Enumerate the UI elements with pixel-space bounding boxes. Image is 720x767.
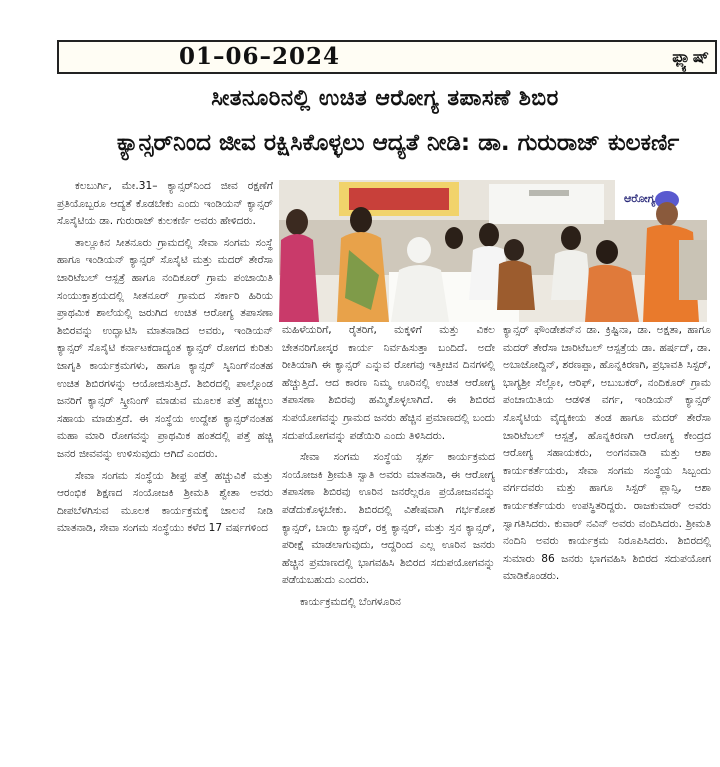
article-column-1 [57,178,273,766]
newspaper-name: ಫ್ಲ್ಯಾಷ್‌ [672,47,709,66]
publication-date: 01–06–2024 [179,43,341,70]
headline-secondary: ಕ್ಯಾನ್ಸರ್‌ನಿಂದ ಜೀವ ರಕ್ಷಿಸಿಕೊಳ್ಳಲು ಆದ್ಯತೆ ನೀಡಿ: ಡಾ. ಗುರುರಾಜ್ ಕುಲಕರ್ಣಿ [116,130,680,156]
article-paragraph: ಕ್ಯಾನ್ಸರ್ ಫೌಂಡೇಶನ್‌ನ ಡಾ. ಕ್ರಿಷ್ಟಿನಾ, ಡಾ. ಅಕ್ಷತಾ, ಹಾಗೂ ಮದರ್ ತೇರೆಸಾ ಚಾರಿಟೆಬಲ್ ಆಸ್ಪತ್ರೆಯ ಡಾ. ಹರ್ಷದ್, ಡಾ. ಅಬಾಜೋದ್ದಿನ್, ಶರಣಪ್ಪಾ, ಹೊನ್ನಕಿರಣಗಿ, ಪ್ರಭಾವತಿ ಸಿಸ್ಟರ್, ಭಾಗ್ಯಶ್ರೀ ಸೆಲ್ಲೋ, ಆರಿಫ್, ಅಬುಬಕರ್, ನಂದಿಕೂರ್ ಗ್ರಾಮ ಪಂಚಾಯಿತಿಯ ಆಡಳಿತ ವರ್ಗ, ಇಂಡಿಯನ್ ಕ್ಯಾನ್ಸರ್ ಸೊಸೈಟಿಯ ವೈದ್ಯಕೀಯ ತಂಡ ಹಾಗೂ ಮದರ್ ತೇರೆಸಾ ಚಾರಿಟೆಬಲ್ ಆಸ್ಪತ್ರೆ, ಹೊನ್ನಕಿರಣಗಿ ಆರೋಗ್ಯ ಕೇಂದ್ರದ ಆರೋಗ್ಯ ಸಹಾಯಕರು, ಅಂಗನವಾಡಿ ಮತ್ತು ಆಶಾ ಕಾರ್ಯಕರ್ತೆಯರು, ಸೇವಾ ಸಂಗಮ ಸಂಸ್ಥೆಯ ಸಿಬ್ಬಂದು ವರ್ಗದವರು ಮತ್ತು ಹಾಗೂ ಸಿಸ್ಟರ್ ಪ್ಲಾನ್ಸಿ, ಆಶಾ ಕಾರ್ಯಕರ್ತೆಯರು ಉಪಸ್ಥಿತರಿದ್ದರು. ರಾಜಕುಮಾರ್ ಅವರು ಸ್ವಾಗತಿಸಿದರು. ಕುವಾರ್ ನವಿನ್ ಅವರು ವಂದಿಸಿದರು. ಶ್ರೀಮತಿ ನಂದಿನಿ ಅವರು ಕಾರ್ಯಕ್ರಮ ನಿರೂಪಿಸಿದರು. ಶಿಬಿರದಲ್ಲಿ ಸುಮಾರು 86 ಜನರು ಭಾಗವಹಿಸಿ ಶಿಬಿರದ ಸದುಪಯೋಗ ಮಾಡಿಕೊಂಡರು. [503,324,711,583]
article-column-2 [282,322,495,766]
article-paragraph: ಕಾರ್ಯಕ್ರಮದಲ್ಲಿ ಬೆಂಗಳೂರಿನ [300,595,401,608]
dateline-bar [57,40,717,74]
article-column-3 [503,322,711,766]
photo-banner-text: ಆರೋಗ್ಯ [624,192,656,205]
headline-primary: ಸೀತನೂರಿನಲ್ಲಿ ಉಚಿತ ಆರೋಗ್ಯ ತಪಾಸಣೆ ಶಿಬಿರ [211,86,559,111]
event-photo [279,180,707,322]
article-paragraph: ತಾಲ್ಲೂಕಿನ ಸೀತನೂರು ಗ್ರಾಮದಲ್ಲಿ ಸೇವಾ ಸಂಗಮ ಸಂಸ್ಥೆ ಹಾಗೂ ಇಂಡಿಯನ್ ಕ್ಯಾನ್ಸರ್ ಸೊಸೈಟಿ ಮತ್ತು ಮದರ್ ತೇರೆಸಾ ಚಾರಿಟೆಬಲ್ ಆಸ್ಪತ್ರೆ ಹಾಗೂ ನಂದಿಕೂರ್ ಗ್ರಾಮ ಪಂಚಾಯಿತಿ ಸಂಯುಕ್ತಾಶ್ರಯದಲ್ಲಿ ಸೀತನೂರ್ ಗ್ರಾಮದ ಸರ್ಕಾರಿ ಹಿರಿಯ ಪ್ರಾಥಮಿಕ ಶಾಲೆಯಲ್ಲಿ ಜರುಗಿದ ಉಚಿತ ಆರೋಗ್ಯ ತಪಾಸಣಾ ಶಿಬಿರವನ್ನು ಉದ್ಘಾಟಿಸಿ ಮಾತನಾಡಿದ ಅವರು, ಇಂಡಿಯನ್ ಕ್ಯಾನ್ಸರ್ ಸೊಸೈಟಿ ಕರ್ನಾಟಕದಾದ್ಯಂತ ಕ್ಯಾನ್ಸರ್ ರೋಗದ ಕುರಿತು ಜಾಗೃತಿ ಕಾರ್ಯಕ್ರಮಗಳು, ಹಾಗೂ ಕ್ಯಾನ್ಸರ್ ಸ್ಕಿನಿಂಗ್‌ನಂತಹ ಉಚಿತ ಶಿಬಿರಗಳನ್ನು ಆಯೋಜಿಸುತ್ತಿದೆ. ಶಿಬಿರದಲ್ಲಿ ಪಾಲ್ಗೊಂಡ ಜನರಿಗೆ ಕ್ಯಾನ್ಸರ್ ಸ್ಕ್ರೀನಿಂಗ್ ಮಾಡುವ ಮೂಲಕ ಪತ್ತೆ ಹಚ್ಚಲು ಸಹಾಯ ಮಾಡುತ್ತದೆ. ಈ ಸಂಸ್ಥೆಯ ಉದ್ದೇಶ ಕ್ಯಾನ್ಸರ್‌ನಂತಹ ಮಹಾ ಮಾರಿ ರೋಗವನ್ನು ಪ್ರಾಥಮಿಕ ಹಂತದಲ್ಲಿ ಪತ್ತೆ ಹಚ್ಚಿ ಜನರ ಜೀವವನ್ನು ಉಳಿಸುವುದು ಆಗಿದೆ ಎಂದರು. [57,236,273,460]
article-paragraph: ಸೇವಾ ಸಂಗಮ ಸಂಸ್ಥೆಯ ಸ್ಪರ್ಶ ಕಾರ್ಯಕ್ರಮದ ಸಂಯೋಜಕಿ ಶ್ರೀಮತಿ ಸ್ವಾತಿ ಅವರು ಮಾತನಾಡಿ, ಈ ಆರೋಗ್ಯ ತಪಾಸಣಾ ಶಿಬಿರವು ಊರಿನ ಜನರೆಲ್ಲರೂ ಪ್ರಯೋಜನವನ್ನು ಪಡೆದುಕೊಳ್ಳಬೇಕು. ಶಿಬಿರದಲ್ಲಿ ವಿಶೇಷವಾಗಿ ಗರ್ಭಕೋಶ ಕ್ಯಾನ್ಸರ್, ಬಾಯಿ ಕ್ಯಾನ್ಸರ್, ರಕ್ತ ಕ್ಯಾನ್ಸರ್, ಮತ್ತು ಸ್ತನ ಕ್ಯಾನ್ಸರ್, ಪರೀಕ್ಷೆ ಮಾಡಲಾಗುವುದು, ಆದ್ದರಿಂದ ಎಲ್ಲ ಊರಿನ ಜನರು ಹೆಚ್ಚಿನ ಪ್ರಮಾಣದಲ್ಲಿ ಭಾಗವಹಿಸಿ ಶಿಬಿರದ ಸದುಪಯೋಗವನ್ನು ಪಡೆಯಬಹುದು ಎಂದರು. [282,451,495,587]
article-paragraph: ಮಹಿಳೆಯರಿಗೆ, ರೈತರಿಗೆ, ಮಕ್ಕಳಿಗೆ ಮತ್ತು ವಿಕಲ ಚೇತನರಿಗೋಸ್ಕರ ಕಾರ್ಯ ನಿರ್ವಹಿಸುತ್ತಾ ಬಂದಿದೆ. ಅದೇ ರೀತಿಯಾಗಿ ಈ ಕ್ಯಾನ್ಸರ್ ಎನ್ನುವ ರೋಗವು ಇತ್ತೀಚಿನ ದಿನಗಳಲ್ಲಿ ಹೆಚ್ಚುತ್ತಿದೆ. ಆದ ಕಾರಣ ನಿಮ್ಮ ಊರಿನಲ್ಲಿ ಉಚಿತ ಆರೋಗ್ಯ ತಪಾಸಣಾ ಶಿಬಿರವು ಹಮ್ಮಿಕೊಳ್ಳಲಾಗಿದೆ. ಈ ಶಿಬಿರದ ಸುಪಯೋಗವನ್ನು ಗ್ರಾಮದ ಜನರು ಹೆಚ್ಚಿನ ಪ್ರಮಾಣದಲ್ಲಿ ಬಂದು ಸದುಪಯೋಗವನ್ನು ಪಡೆಯಿರಿ ಎಂದು ತಿಳಿಸಿದರು. [282,324,495,442]
article-paragraph: ಸೇವಾ ಸಂಗಮ ಸಂಸ್ಥೆಯ ಶೀಫ್ರ ಪತ್ತೆ ಹಚ್ಚುವಿಕೆ ಮತ್ತು ಆರಂಭಿಕ ಶಿಕ್ಷಣದ ಸಂಯೋಜಕಿ ಶ್ರೀಮತಿ ಶ್ವೇತಾ ಅವರು ದೀಪಬೆಳಗಿಸುವ ಮೂಲಕ ಕಾರ್ಯಕ್ರಮಕ್ಕೆ ಚಾಲನೆ ನೀಡಿ ಮಾತನಾಡಿ, ಸೇವಾ ಸಂಗಮ ಸಂಸ್ಥೆಯು ಕಳೆದ 17 ವರ್ಷಗಳಿಂದ [57,469,273,535]
article-paragraph: ಕಲಬುರ್ಗಿ, ಮೇ.31– ಕ್ಯಾನ್ಸರ್‌ನಿಂದ ಜೀವ ರಕ್ಷಣೆಗೆ ಪ್ರತಿಯೊಬ್ಬರೂ ಆದ್ಯತೆ ಕೊಡಬೇಕು ಎಂದು ಇಂಡಿಯನ್ ಕ್ಯಾನ್ಸರ್ ಸೊಸೈಟಿಯ ಡಾ. ಗುರುರಾಜ್ ಕುಲಕರ್ಣಿ ಅವರು ಹೇಳಿದರು. [57,180,273,228]
